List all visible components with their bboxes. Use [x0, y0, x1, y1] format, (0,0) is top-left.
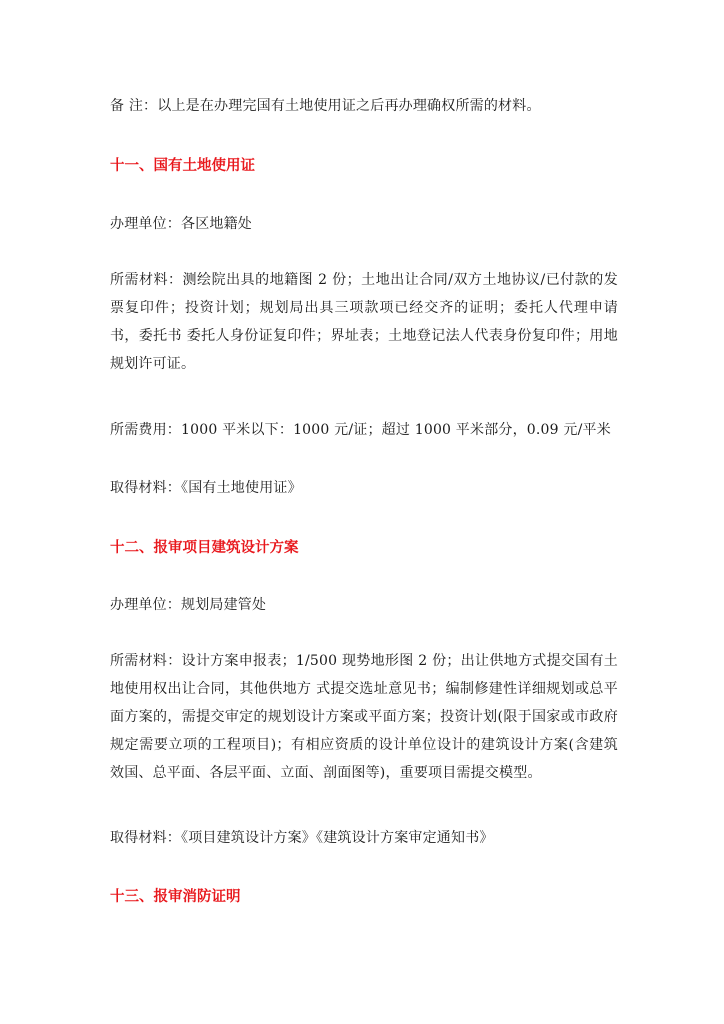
section-11-materials: 所需材料：测绘院出具的地籍图 2 份；土地出让合同/双方土地协议/已付款的发票复印件；投资计划；规划局出具三项款项已经交齐的证明；委托人代理申请书，委托书 委托人身份证复印件；界址表；土地登记法人代表身份复印件；用地规划许可证。 [110, 272, 618, 372]
section-13-heading: 十三、报审消防证明 [110, 889, 241, 905]
section-11-obtained: 取得材料：《国有土地使用证》 [110, 480, 302, 496]
section-11-fees: 所需费用：1000 平米以下：1000 元/证；超过 1000 平米部分，0.09 元/平米 [110, 422, 611, 438]
section-11-heading: 十一、国有土地使用证 [110, 158, 255, 174]
section-12-heading: 十二、报审项目建筑设计方案 [110, 540, 299, 556]
section-12-obtained: 取得材料：《项目建筑设计方案》《建筑设计方案审定通知书》 [110, 830, 494, 846]
section-12-materials: 所需材料：设计方案申报表；1/500 现势地形图 2 份；出让供地方式提交国有土地使用权出让合同，其他供地方 式提交选址意见书；编制修建性详细规划或总平面方案的，需提交审定的规划设计方案或平面方案；投资计划(限于国家或市政府规定需要立项的工程项目)；有相应资质的设计单位设计的建筑设计方案(含建筑效国、总平面、各层平面、立面、剖面图等)，重要项目需提交模型。 [110, 653, 618, 781]
section-11-unit: 办理单位：各区地籍处 [110, 216, 252, 232]
note-paragraph: 备 注：以上是在办理完国有土地使用证之后再办理确权所需的材料。 [110, 98, 541, 114]
section-12-unit: 办理单位：规划局建管处 [110, 597, 267, 613]
